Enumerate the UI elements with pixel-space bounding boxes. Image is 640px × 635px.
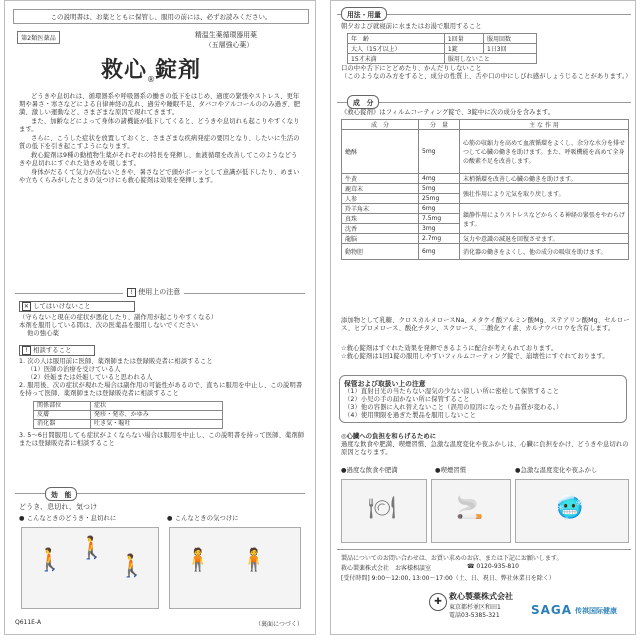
- ingredient-effect: 消化器の働きをよくし、他の成分の吸収を助けます。: [460, 244, 629, 260]
- dosage-table: [347, 33, 537, 64]
- ingredient-amount: 5mg: [419, 130, 460, 174]
- ingredient-name: 龍脳: [342, 234, 419, 244]
- table-cell: 1錠: [444, 44, 483, 54]
- ingredient-name: 人参: [342, 194, 419, 204]
- subtitle-1: 精温生薬循環器用薬: [195, 31, 258, 39]
- contact-hours: [受付時間] 9:00〜12:00, 13:00〜17:00（土、日、祝日、弊社休業日を除く）: [341, 575, 555, 582]
- dont-label: してはいけないこと: [33, 303, 91, 310]
- efficacy-text: どうき、息切れ、気つけ: [19, 503, 98, 511]
- storage-item: （1）直射日光の当たらない湿気の少ない涼しい所に密栓して保管すること: [344, 388, 560, 395]
- table-row: [34, 402, 223, 411]
- person-dizzy-icon: 🧍: [240, 548, 268, 573]
- dosage-note: （このようなのみ方をすると、成分の性質上、舌や口の中にしびれ感がしょうじることがあります。）: [341, 73, 632, 80]
- fig-label: [341, 467, 398, 475]
- continue-note: （裏面につづく）: [255, 621, 303, 628]
- ingredient-amount: 2.7mg: [419, 234, 460, 244]
- ingredient-amount: 3mg: [419, 224, 460, 234]
- illustration-overeating: [341, 479, 427, 543]
- intro-paragraph: 身体がだるくて気力が出ないときや、暑さなどで頭がボーッとして意識が低下したり、めまいや立ちくらみがしたときの気つけにも救心錠剤は効果を発揮します。: [19, 169, 300, 184]
- table-cell: 皮膚: [34, 411, 91, 420]
- illustration-stair-climbing: [21, 527, 159, 609]
- table-row: [342, 204, 629, 214]
- consult-line: 1. 次の人は服用前に医師、薬剤師または登録販売者に相談すること: [19, 358, 213, 365]
- person-sweating-icon: 🧍: [184, 548, 212, 573]
- efficacy-heading: 効 能: [45, 487, 77, 501]
- ingredients-table: [341, 119, 629, 260]
- contact-name: 救心製薬株式会社 お客様相談室: [341, 565, 432, 572]
- dont-line: 本剤を服用している間は、次の医薬品を服用しないでください: [19, 322, 199, 329]
- dosage-note: 口の中や舌下にとどめたり、かんだりしないこと: [341, 65, 482, 72]
- dosage-notes: [341, 65, 631, 81]
- note: ☆救心錠剤はすぐれた効果を発揮できるように配合が考えられております。: [341, 345, 558, 352]
- fig-label: [515, 467, 597, 475]
- dosage-intro: 朝夕および就寝前に水またはお湯で服用すること: [341, 23, 482, 30]
- document-code: Q611E-A: [15, 619, 42, 626]
- dosage-heading: 用法・用量: [341, 7, 387, 21]
- storage-box: [339, 375, 627, 423]
- bullet-icon: ●: [341, 467, 347, 474]
- illustration-temperature: [515, 479, 629, 543]
- table-cell: 1回量: [444, 34, 483, 44]
- heart-heading: ◎心臓への負担を和らげるために: [341, 433, 437, 440]
- fig-label: [435, 467, 466, 475]
- table-header-row: [342, 120, 629, 130]
- category-tag: 第2類医薬品: [17, 31, 60, 44]
- dont-label-box: [19, 301, 135, 312]
- ingredient-amount: 25mg: [419, 194, 460, 204]
- scene1-label-text: こんなときのどうき・息切れに: [26, 515, 117, 522]
- ingredient-name: 沈香: [342, 224, 419, 234]
- table-header: 分 量: [419, 120, 460, 130]
- consult-section: [19, 345, 305, 448]
- side-effect-table: [33, 401, 223, 429]
- registered-mark: ®: [147, 75, 156, 84]
- note: ☆救心錠剤は1回1錠の服用しやすいフィルムコーティング錠で、崩壊性にすぐれております。: [341, 353, 609, 360]
- consult-label: 相談すること: [33, 347, 72, 354]
- contact-phone: ☎ 0120-935-810: [467, 563, 519, 570]
- ingredient-name: 蟾酥: [342, 130, 419, 174]
- scene2-label-text: こんなときの気つけに: [174, 515, 239, 522]
- table-cell: 服用回数: [483, 34, 536, 44]
- warning-icon: !: [127, 288, 136, 297]
- consult-tail: 3. 5〜6日間服用しても症状がよくならない場合は服用を中止し、この説明書を持って医師、薬剤師または登録販売者に相談すること: [19, 432, 305, 447]
- table-row: [34, 411, 223, 420]
- bullet-icon: ●: [167, 515, 173, 522]
- ingredient-amount: 5mg: [419, 184, 460, 194]
- table-row: [342, 184, 629, 194]
- illustration-fatigue: [169, 527, 301, 609]
- storage-item: （2）小児の手の届かない所に保管すること: [344, 396, 470, 403]
- scene1-label: [19, 515, 116, 523]
- bullet-icon: ●: [19, 515, 25, 522]
- table-cell: 年 齢: [348, 34, 445, 44]
- illustration-smoking: [431, 479, 511, 543]
- intro-text: [19, 93, 303, 185]
- intro-paragraph: さらに、こうした症状を放置しておくと、さまざまな疾病発症の要因となり、したいに生活の質の低下を引き起こすようになります。: [19, 135, 300, 150]
- intro-paragraph: 救心錠剤は9種の動植物生薬がそれぞれの特長を発揮し、血液循環を改善してこのようなどうきや息切れにすぐれた効きめを現します。: [19, 152, 298, 167]
- divider: [337, 102, 631, 103]
- consult-label-box: [19, 345, 95, 356]
- storage-heading: 保管および取扱い上の注意: [344, 380, 426, 388]
- maker-address: 東京都杉並区和田1: [449, 604, 501, 611]
- table-cell: 1日3回: [483, 44, 536, 54]
- dont-line: 他の強心薬: [27, 330, 59, 337]
- intro-paragraph: どうきや息切れは、循環器系や呼吸器系の働きの低下をはじめ、過度の緊張やストレス、更年期や暑さ・寒さなどによる自律神経の乱れ、過労や睡眠不足、タバコやアルコールののみ過ぎ、肥満、激しい運動など、さまざまな原因で現れてきます。: [19, 93, 301, 116]
- title-main: 救心: [101, 57, 148, 83]
- bullet-icon: ●: [515, 467, 521, 474]
- table-row: [348, 34, 537, 44]
- ingredient-effect: 心筋の収縮力を高めて血液循環をよくし、余分な水分を排せつして心臓の働きを助けます。また、呼吸機能を高めて全身の酸素不足を改善します。: [460, 130, 629, 174]
- table-cell: 15才未満: [348, 54, 445, 64]
- heart-section: [341, 433, 631, 457]
- ingredient-amount: 6mg: [419, 244, 460, 260]
- table-cell: 消化器: [34, 420, 91, 429]
- table-row: [342, 174, 629, 184]
- table-header: 成 分: [342, 120, 419, 130]
- prohibition-icon: ✕: [23, 303, 30, 310]
- storage-item: （4）使用期限を過ぎた製品を服用しないこと: [344, 412, 477, 419]
- caution-heading-label: 使用上の注意: [138, 288, 181, 296]
- ingredient-name: 真珠: [342, 214, 419, 224]
- table-cell: 吐き気・嘔吐: [91, 420, 223, 429]
- heart-text: 過度な飲食や肥満、喫煙習慣、急激な温度変化や夜ふかしは、心臓に負担をかけ、どうきや息切れの原因となります。: [341, 441, 629, 456]
- consult-line: （2）妊娠または妊娠していると思われる人: [27, 374, 153, 381]
- ingredient-effect: 鎮静作用によりストレスなどからくる神経の緊張をやわらげます。: [460, 204, 629, 234]
- ingredient-effect: 気力や意識の減退を回復させます。: [460, 234, 629, 244]
- table-cell: 発疹・発赤、かゆみ: [91, 411, 223, 420]
- table-row: [34, 420, 223, 429]
- scene2-label: [167, 515, 239, 523]
- caution-heading: [123, 287, 184, 297]
- consult-line: 2. 服用後、次の症状が現れた場合は副作用の可能性があるので、直ちに服用を中止し、この説明書を持って医師、薬剤師または登録販売者に相談すること: [19, 382, 303, 397]
- fig-label-text: 急激な温度変化や夜ふかし: [520, 467, 598, 474]
- watermark-sub: 传祺国际健康: [575, 607, 617, 615]
- right-panel: [330, 0, 636, 635]
- person-tired-icon: 🚶: [78, 536, 106, 561]
- storage-item: （3）他の容器に入れ替えないこと（誤用の原因になったり品質が変わる。）: [344, 404, 563, 411]
- ingredient-effect: 強壮作用により元気を取り戻します。: [460, 184, 629, 204]
- ingredient-amount: 7.5mg: [419, 214, 460, 224]
- person-walking-icon: 🚶: [118, 554, 146, 579]
- ingredient-amount: 6mg: [419, 204, 460, 214]
- table-header: 主 な 作 用: [460, 120, 629, 130]
- subtitle-2: （五層強心薬）: [205, 41, 254, 49]
- table-row: [348, 44, 537, 54]
- person-eating-icon: 🍽: [368, 496, 396, 521]
- ingredient-name: 羚羊角末: [342, 204, 419, 214]
- maker-tel: 電話03-5385-321: [449, 612, 500, 619]
- table-cell: 関係部位: [34, 402, 91, 411]
- smoking-icon: 🚬: [456, 496, 484, 521]
- left-panel: [4, 0, 316, 635]
- person-cold-icon: 🥶: [556, 496, 584, 521]
- divider: [337, 549, 631, 550]
- ingredients-intro: 《救心錠剤》はフィルムコーティング錠で、3錠中に次の成分を含みます。: [341, 109, 555, 116]
- header-notice: この説明書は、お薬とともに保管し、服用の前には、必ずお読みください。: [13, 9, 309, 24]
- additives-text: 添加物として乳糖、クロスカルメロースNa、メタケイ酸アルミン酸Mg、ステアリン酸Mg、セルロース、ヒプロメロース、酸化チタン、スクロース、二酸化ケイ素、カルナウバロウを含有します。: [341, 317, 630, 332]
- ingredient-name: 鹿茸末: [342, 184, 419, 194]
- ingredients-heading: 成 分: [347, 95, 379, 109]
- ingredient-amount: 4mg: [419, 174, 460, 184]
- table-cell: 服用しないこと: [444, 54, 536, 64]
- table-row: [342, 130, 629, 174]
- table-row: [342, 244, 629, 260]
- dont-section: [19, 301, 305, 338]
- watermark-brand: SAGA: [531, 603, 573, 617]
- fig-label-text: 喫煙習慣: [440, 467, 467, 474]
- dont-line: （守らないと現在の症状が悪化したり、副作用が起こりやすくなる）: [19, 314, 218, 321]
- consult-line: （1）医師の治療を受けている人: [27, 366, 121, 373]
- table-cell: 症状: [91, 402, 223, 411]
- table-row: [342, 234, 629, 244]
- fig-label-text: 過度な飲食や肥満: [346, 467, 398, 474]
- maker-logo: ✚: [429, 593, 447, 611]
- ingredient-name: 牛黄: [342, 174, 419, 184]
- intro-paragraph: また、加齢などによって身体の諸機能が低下してくると、どうきや息切れも起こりやすくなります。: [19, 118, 300, 133]
- notes: [341, 345, 631, 361]
- person-climbing-icon: 🚶: [36, 548, 64, 573]
- product-title: [101, 53, 201, 84]
- title-sub: 錠剤: [155, 57, 202, 83]
- bullet-icon: ●: [435, 467, 441, 474]
- table-cell: 大人（15才以上）: [348, 44, 445, 54]
- alert-icon: !: [22, 346, 31, 355]
- contact-note: 製品についてのお問い合わせは、お買い求めのお店、または下記にお願いします。: [341, 555, 563, 562]
- ingredient-name: 動物胆: [342, 244, 419, 260]
- ingredient-effect: 末梢循環を改善し心臓の働きを助けます。: [460, 174, 629, 184]
- maker-name: 救心製薬株式会社: [449, 592, 513, 601]
- table-row: [348, 54, 537, 64]
